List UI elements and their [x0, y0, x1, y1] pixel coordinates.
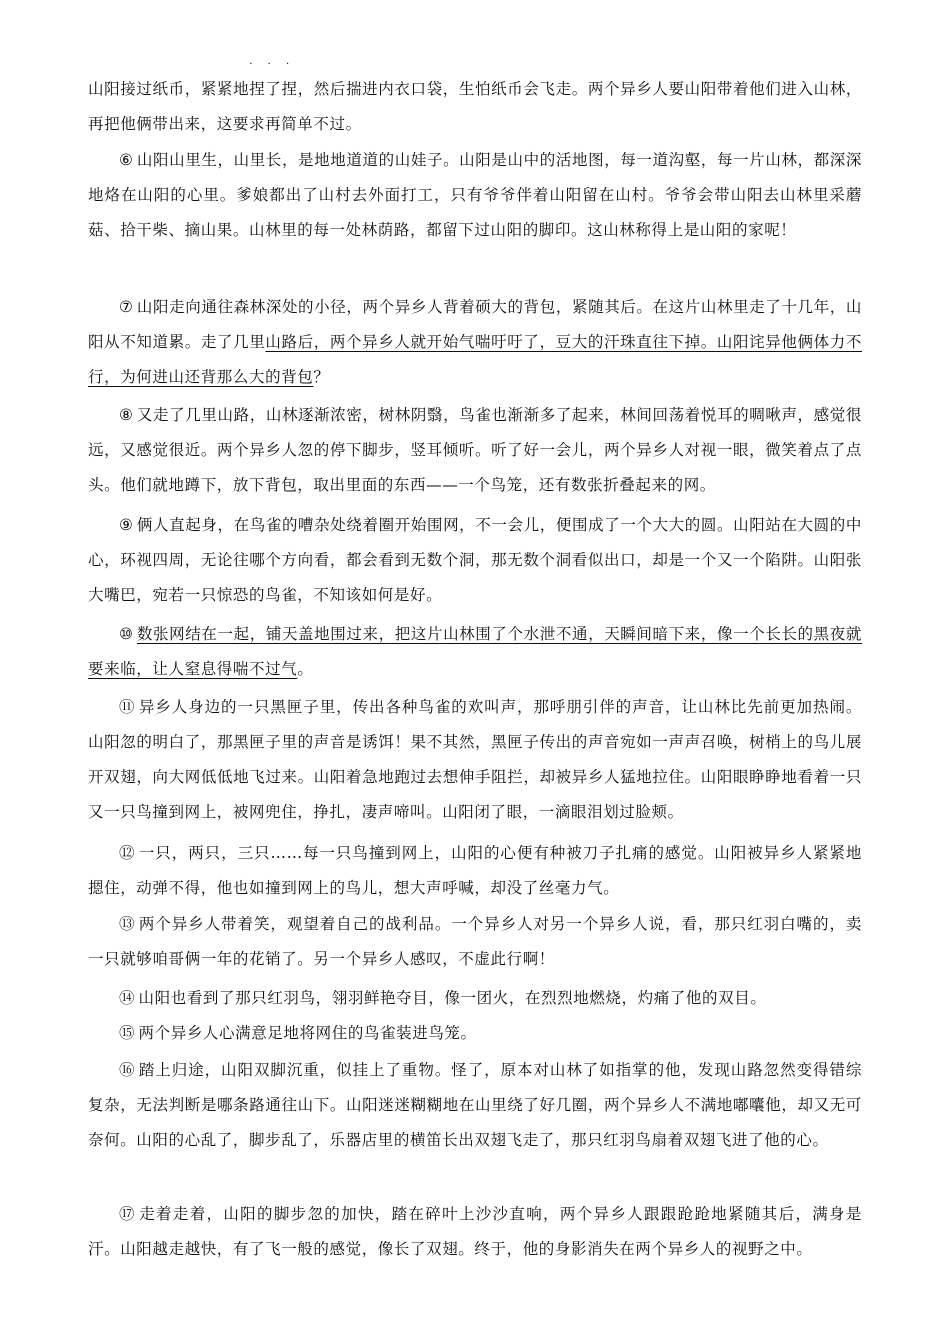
paragraph-number: ⑦ [119, 298, 133, 316]
emphasis-dotted-text: · · · 捏了捏 [249, 59, 298, 98]
paragraph-number: ⑮ [119, 1024, 135, 1042]
paragraph-number: ⑫ [119, 844, 135, 862]
paragraph-text: 两个异乡人心满意足地将网住的鸟雀装进鸟笼。 [138, 1024, 477, 1042]
paragraph-text: 山阳走向通往森林深处的小径，两个异乡人背着硕大的背包，紧随其后。在这片山林里走了十几年，山阳从不知道累。走了几里 [88, 298, 862, 351]
emphasis-dots: · · · [249, 59, 296, 70]
paragraph-7 [88, 290, 862, 395]
paragraph-number: ⑰ [119, 1205, 136, 1223]
paragraph-10 [88, 617, 862, 687]
paragraph-text: 踏上归途，山阳双脚沉重，似挂上了重物。怪了，原本对山林了如指掌的他，发现山路忽然变得错综复杂，无法判断是哪条路通往山下。山阳迷迷糊糊地在山里绕了好几圈，两个异乡人不满地嘟囔他，却又无可奈何。山阳的心乱了，脚步乱了，乐器店里的横笛长出双翅飞走了，那只红羽鸟扇着双翅飞进了他的心。 [88, 1061, 862, 1149]
paragraph-number: ⑨ [119, 516, 133, 534]
paragraph-number: ⑥ [119, 151, 133, 169]
paragraph-6 [88, 143, 862, 248]
paragraph-text: 山阳也看到了那只红羽鸟，翎羽鲜艳夺目，像一团火，在烈烈地燃烧，灼痛了他的双目。 [138, 989, 767, 1007]
paragraph-number: ⑬ [119, 915, 135, 933]
paragraph-number: ⑯ [119, 1061, 135, 1079]
underlined-sentence: 数张网结在一起，铺天盖地围过来，把这片山林围了个水泄不通，天瞬间暗下来，像一个长长的黑夜就要来临，让人窒息得喘不过气 [88, 625, 862, 678]
paragraph-9 [88, 508, 862, 613]
paragraph-text: 又走了几里山路，山林逐渐浓密，树林阴翳，鸟雀也渐渐多了起来，林间回荡着悦耳的啁啾声，感觉很远，又感觉很近。两个异乡人忽的停下脚步，竖耳倾听。听了好一会儿，两个异乡人对视一眼，微笑着点了点头。他们就地蹲下，放下背包，取出里面的东西——一个鸟笼，还有数张折叠起来的网。 [88, 406, 862, 494]
paragraph-12 [88, 836, 862, 906]
paragraph-16 [88, 1053, 862, 1158]
paragraph-text: 。 [297, 660, 314, 678]
paragraph-number: ⑧ [119, 406, 133, 424]
paragraph-17 [88, 1197, 862, 1267]
paragraph-number: ⑭ [119, 989, 135, 1007]
paragraph-15 [88, 1016, 862, 1051]
paragraph-5-tail [88, 59, 862, 142]
paragraph-text: 山阳接过纸币，紧紧地 [88, 80, 250, 98]
paragraph-text: 走着走着，山阳的脚步忽的加快，踏在碎叶上沙沙直响，两个异乡人跟跟跄跄地紧随其后，满身是汗。山阳越走越快，有了飞一般的感觉，像长了双翅。终于，他的身影消失在两个异乡人的视野之中。 [88, 1205, 862, 1258]
paragraph-text: 俩人直起身，在鸟雀的嘈杂处绕着圈开始围网，不一会儿，便围成了一个大大的圆。山阳站在大圆的中心，环视四周，无论往哪个方向看，都会看到无数个洞，那无数个洞看似出口，却是一个又一个陷阱。山阳张大嘴巴，宛若一只惊恐的鸟雀，不知该如何是好。 [88, 516, 862, 604]
paragraph-number: ⑪ [119, 698, 135, 716]
underlined-sentence: 山路后，两个异乡人就开始气喘吁吁了，豆大的汗珠直往下掉。山阳诧异他俩体力不行，为何进山还背那么大的背包 [88, 333, 863, 386]
paragraph-text: ？ [313, 368, 330, 386]
paragraph-text: 山阳山里生，山里长，是地地道道的山娃子。山阳是山中的活地图，每一道沟壑，每一片山林，都深深地烙在山阳的心里。爹娘都出了山村去外面打工，只有爷爷伴着山阳留在山村。爷爷会带山阳去山林里采蘑菇、拾干柴、摘山果。山林里的每一处林荫路，都留下过山阳的脚印。这山林称得上是山阳的家呢！ [88, 151, 862, 239]
paragraph-8 [88, 398, 862, 503]
paragraph-number: ⑩ [119, 625, 133, 643]
paragraph-11 [88, 690, 862, 830]
paragraph-13 [88, 907, 862, 977]
paragraph-14 [88, 981, 862, 1016]
paragraph-text: ，然后揣进内衣口袋，生怕纸币会飞走。两个异乡人要山阳带着他们进入山林，再把他俩带出来，这要求再简单不过。 [88, 80, 862, 133]
paragraph-text: 一只，两只，三只……每一只鸟撞到网上，山阳的心便有种被刀子扎痛的感觉。山阳被异乡人紧紧地摁住，动弹不得，他也如撞到网上的鸟儿，想大声呼喊，却没了丝毫力气。 [88, 844, 862, 897]
paragraph-text: 异乡人身边的一只黑匣子里，传出各种鸟雀的欢叫声，那呼朋引伴的声音，让山林比先前更加热闹。山阳忽的明白了，那黑匣子里的声音是诱饵！果不其然，黑匣子传出的声音宛如一声声召唤，树梢上的鸟儿展开双翅，向大网低低地飞过来。山阳着急地跑过去想伸手阻拦，却被异乡人猛地拉住。山阳眼睁睁地看着一只又一只鸟撞到网上，被网兜住，挣扎，凄声啼叫。山阳闭了眼，一滴眼泪划过脸颊。 [88, 698, 862, 821]
paragraph-text: 两个异乡人带着笑，观望着自己的战利品。一个异乡人对另一个异乡人说，看，那只红羽白嘴的，卖一只就够咱哥俩一年的花销了。另一个异乡人感叹，不虚此行啊！ [88, 915, 862, 968]
